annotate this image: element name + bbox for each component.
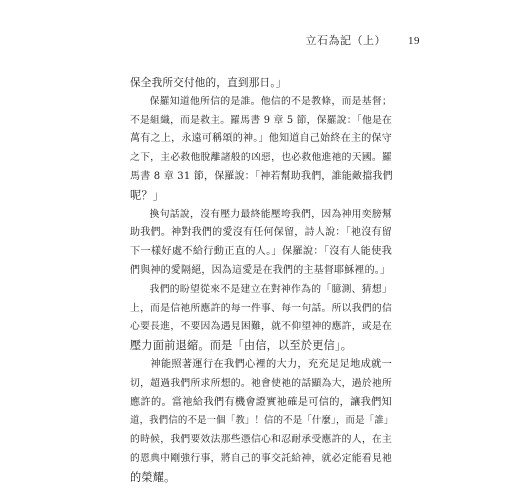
text-line: 的恩典中剛強行事，將自己的事交託給神，就必定能看見祂 xyxy=(130,452,392,464)
text-line: 神能照著運行在我們心裡的大力，充充足足地成就一 xyxy=(150,358,392,370)
body-text xyxy=(130,74,392,488)
text-line: 不是組織，而是救主。羅馬書 9 章 5 節，保羅說：「他是在 xyxy=(130,114,392,126)
text-line: 切，超過我們所求所想的。祂會使祂的話顯為大，過於祂所 xyxy=(130,377,392,389)
book-title: 立石為記（上） xyxy=(305,34,386,47)
text-line: 下一樣好處不給行動正直的人。」保羅說：「沒有人能使我 xyxy=(130,246,392,258)
paragraph xyxy=(130,206,392,281)
text-line: 壓力面前退縮。而是「由信，以至於更信」。 xyxy=(130,339,353,353)
text-line: 馬書 8 章 31 節，保羅說：「神若幫助我們，誰能敵擋我們 xyxy=(130,170,393,182)
text-line: 助我們。神對我們的愛沒有任何保留，詩人說：「祂沒有留 xyxy=(130,227,392,239)
running-header xyxy=(306,32,421,48)
text-line: 我們的盼望從來不是建立在對神作為的「臆測、猜想」 xyxy=(149,283,392,295)
paragraph xyxy=(130,93,392,206)
paragraph xyxy=(130,281,392,356)
page-number: 19 xyxy=(408,35,420,47)
paragraph xyxy=(130,74,392,93)
text-line: 心要長進，不要因為遇見困難，就不仰望神的應許，或是在 xyxy=(130,321,392,333)
text-line: 呢？」 xyxy=(130,188,165,202)
text-line: 萬有之上，永遠可稱頌的神。」他知道自己始終在主的保守 xyxy=(130,133,392,145)
text-line: 上，而是信祂所應許的每一件事、每一句話。所以我們的信 xyxy=(130,302,392,314)
text-line: 之下，主必救他脫離諸般的凶惡，也必救他進祂的天國。羅 xyxy=(130,152,392,164)
text-line: 道，我們信的不是一個「教」！信的不是「什麼」，而是「誰」 xyxy=(130,415,394,427)
text-line: 的榮耀。 xyxy=(130,470,176,484)
paragraph xyxy=(130,356,392,488)
text-line: 保羅知道他所信的是誰。他信的不是教條，而是基督； xyxy=(149,95,392,107)
text-line: 保全我所交付他的，直到那日。」 xyxy=(130,77,287,89)
text-line: 們與神的愛隔絕，因為這愛是在我們的主基督耶穌裡的。」 xyxy=(130,264,391,276)
text-line: 的時候，我們要效法那些憑信心和忍耐承受應許的人，在主 xyxy=(130,434,392,446)
text-line: 應許的。當祂給我們有機會證實祂確是可信的，讓我們知 xyxy=(130,396,392,408)
text-line: 換句話說，沒有壓力最終能壓垮我們，因為神用奕膀幫 xyxy=(149,208,392,220)
